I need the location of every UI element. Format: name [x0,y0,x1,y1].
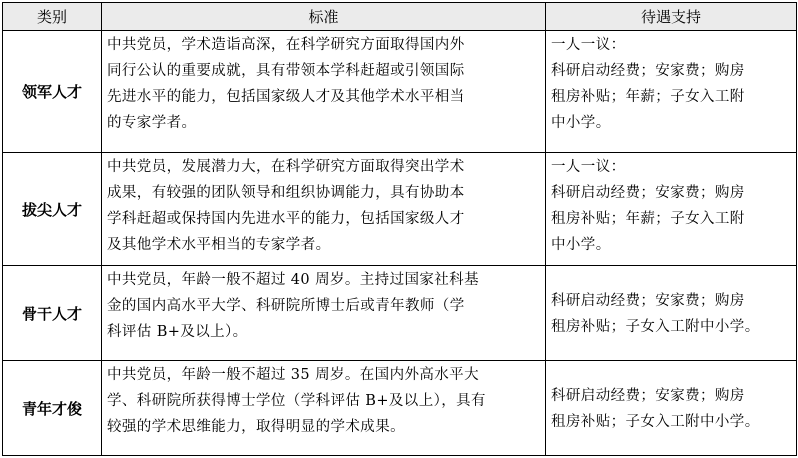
header-standard: 标准 [102,3,546,31]
support-line: 租房补贴；年薪；子女入工附 [551,211,745,227]
support-line: 科研启动经费；安家费；购房 [551,63,745,79]
standard-cell [102,266,546,361]
support-line: 科研启动经费；安家费；购房 [551,387,745,404]
category-cell: 领军人才 [3,31,102,153]
standard-line: 先进水平的能力，包括国家级人才及其他学术水平相当 [107,89,465,105]
support-cell [546,266,797,361]
standard-cell [102,153,546,266]
standard-line: 的专家学者。 [107,115,197,131]
support-cell [546,361,797,456]
support-line: 一人一议： [551,37,626,53]
support-line: 租房补贴；子女入工附中小学。 [551,413,760,430]
table-header-row [3,3,797,31]
talent-standards-table [2,2,797,456]
support-line: 租房补贴；年薪；子女入工附 [551,89,745,105]
support-line: 科研启动经费；安家费；购房 [551,185,745,201]
support-line: 科研启动经费；安家费；购房 [551,292,745,309]
standard-line: 中共党员，年龄一般不超过 35 周岁。在国内外高水平大 [107,367,479,383]
standard-line: 及其他学术水平相当的专家学者。 [107,237,331,253]
standard-cell [102,361,546,456]
support-line: 中小学。 [551,237,611,253]
standard-line: 中共党员，学术造诣高深，在科学研究方面取得国内外 [107,37,465,53]
support-line: 租房补贴；子女入工附中小学。 [551,318,760,335]
table-row [3,266,797,361]
standard-line: 学、科研院所获得博士学位（学科评估 B+及以上），具有 [107,393,486,409]
support-cell [546,31,797,153]
category-cell: 拔尖人才 [3,153,102,266]
standard-cell [102,31,546,153]
table-row [3,153,797,266]
table-row [3,31,797,153]
header-category: 类别 [3,3,102,31]
standard-line: 较强的学术思维能力，取得明显的学术成果。 [107,419,405,435]
standard-line: 成果，有较强的团队领导和组织协调能力，具有协助本 [107,185,465,201]
support-cell [546,153,797,266]
standard-line: 科评估 B+及以上）。 [107,324,248,340]
standard-line: 学科赶超或保持国内先进水平的能力，包括国家级人才 [107,211,465,227]
category-cell: 青年才俊 [3,361,102,456]
table-row [3,361,797,456]
support-line: 中小学。 [551,115,611,131]
standard-line: 同行公认的重要成就，具有带领本学科赶超或引领国际 [107,63,465,79]
header-support: 待遇支持 [546,3,797,31]
category-cell: 骨干人才 [3,266,102,361]
standard-line: 中共党员，发展潜力大，在科学研究方面取得突出学术 [107,159,465,175]
support-line: 一人一议： [551,159,626,175]
standard-line: 金的国内高水平大学、科研院所博士后或青年教师（学 [107,298,465,314]
standard-line: 中共党员，年龄一般不超过 40 周岁。主持过国家社科基 [107,272,479,288]
